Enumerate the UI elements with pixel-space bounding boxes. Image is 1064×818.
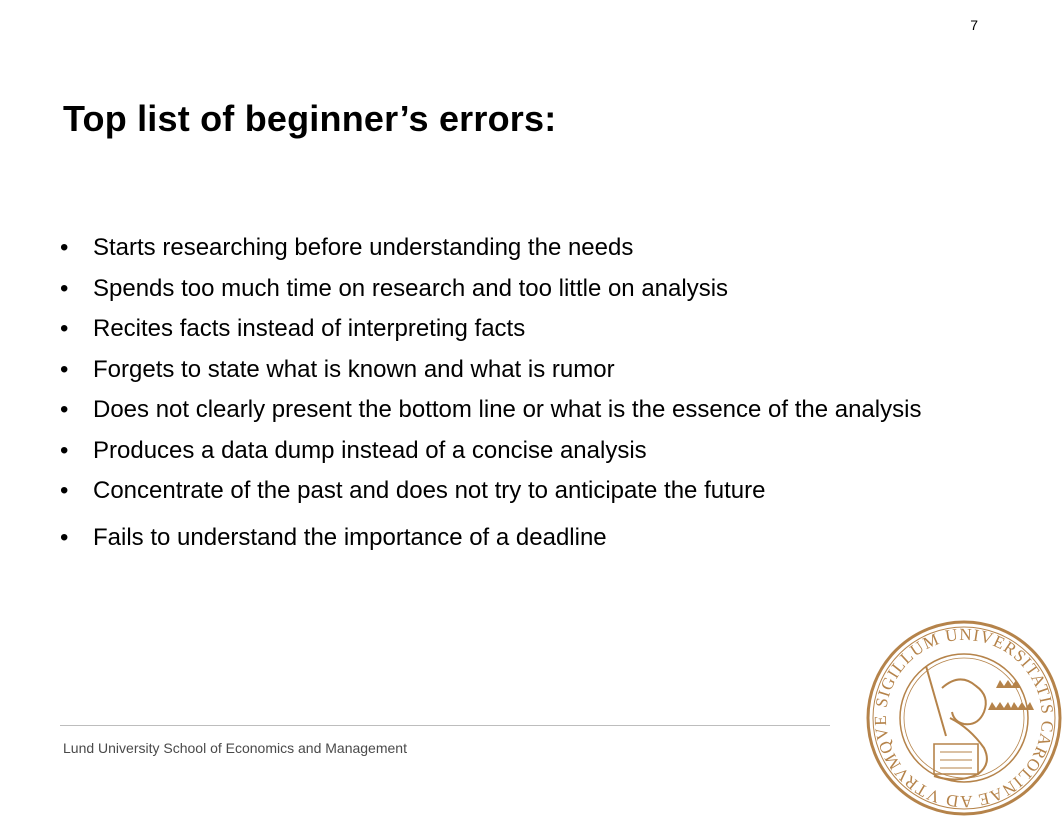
- bullet-text: Spends too much time on research and too little on analysis: [93, 274, 729, 302]
- bullet-icon: •: [60, 234, 69, 261]
- bullet-text: Does not clearly present the bottom line or what is the essence of the analysis: [93, 396, 922, 423]
- bullet-text: Recites facts instead of interpreting facts: [93, 315, 526, 342]
- list-item: [60, 434, 940, 468]
- bullet-icon: •: [60, 436, 69, 464]
- list-item: [60, 353, 940, 387]
- bullet-list: [60, 231, 940, 562]
- list-item: [60, 312, 940, 346]
- list-item: [60, 393, 940, 427]
- bullet-text: Fails to understand the importance of a deadline: [93, 524, 607, 551]
- bullet-text: Starts researching before understanding the needs: [93, 234, 634, 261]
- university-seal-icon: [864, 618, 1064, 818]
- list-item: [60, 272, 940, 306]
- list-item: [60, 231, 940, 265]
- bullet-icon: •: [60, 524, 69, 551]
- seal-inscription: SIGILLUM UNIVERSITATIS CAROLINAE AD VTRVMQVE: [870, 624, 1058, 812]
- slide-title: Top list of beginner’s errors:: [63, 98, 557, 139]
- bullet-text: Produces a data dump instead of a concise analysis: [93, 436, 647, 464]
- bullet-icon: •: [60, 396, 69, 423]
- bullet-text: Forgets to state what is known and what is rumor: [93, 355, 615, 383]
- footer-text: Lund University School of Economics and Management: [63, 740, 407, 756]
- list-item: [60, 474, 940, 508]
- bullet-icon: •: [60, 315, 69, 342]
- bullet-icon: •: [60, 274, 69, 302]
- list-item: [60, 521, 940, 555]
- bullet-icon: •: [60, 355, 69, 383]
- bullet-text: Concentrate of the past and does not try to anticipate the future: [93, 477, 766, 504]
- page-number: 7: [970, 17, 978, 33]
- footer-divider: [60, 725, 830, 726]
- bullet-icon: •: [60, 477, 69, 504]
